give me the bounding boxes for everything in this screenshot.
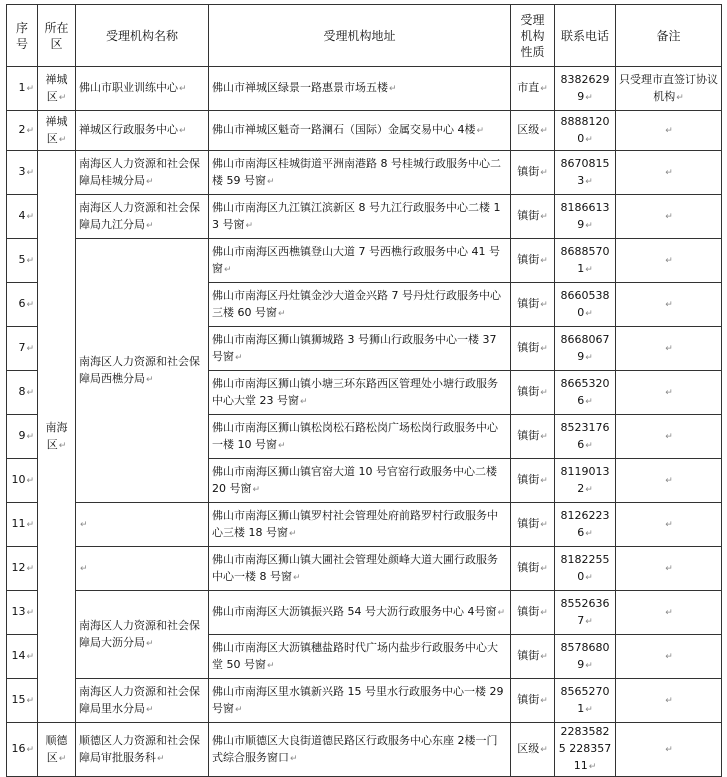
paragraph-mark: ↵: [665, 212, 673, 222]
paragraph-mark: ↵: [245, 220, 254, 231]
cell-district: [38, 67, 76, 111]
paragraph-mark: ↵: [540, 564, 548, 574]
cell-nature-text: 镇街: [517, 605, 540, 618]
paragraph-mark: ↵: [26, 300, 34, 310]
cell-nature-text: 镇街: [517, 649, 540, 662]
table-row: [7, 151, 722, 195]
paragraph-mark: ↵: [267, 660, 275, 671]
table-row: [7, 111, 722, 151]
cell-note: [616, 679, 722, 723]
paragraph-mark: ↵: [540, 520, 548, 530]
header-phone: 联系电话: [555, 5, 616, 67]
cell-note: [616, 67, 722, 111]
paragraph-mark: ↵: [665, 126, 673, 136]
cell-address-text: 佛山市南海区狮山镇小塘三环东路西区管理处小塘行政服务中心大堂 23 号窗: [212, 376, 498, 407]
table-row: [7, 591, 722, 635]
cell-address-text: 佛山市南海区大沥镇振兴路 54 号大沥行政服务中心 4号窗: [212, 605, 497, 618]
header-nature: 受理机构性质: [511, 5, 555, 67]
header-district: 所在区: [38, 5, 76, 67]
paragraph-mark: ↵: [497, 608, 506, 618]
paragraph-mark: ↵: [476, 126, 485, 136]
cell-note: [616, 239, 722, 283]
cell-seq: [7, 635, 38, 679]
cell-nature: [511, 283, 555, 327]
cell-phone-text: 83826299: [560, 72, 610, 103]
cell-phone-text: 81262236: [560, 508, 610, 539]
paragraph-mark: ↵: [26, 652, 34, 662]
cell-phone-text: 88881200: [560, 114, 610, 145]
cell-address: [209, 591, 511, 635]
paragraph-mark: ↵: [293, 572, 301, 583]
cell-name: [76, 679, 209, 723]
paragraph-mark: ↵: [585, 92, 593, 103]
paragraph-mark: ↵: [26, 520, 34, 530]
cell-seq: [7, 111, 38, 151]
cell-address: [209, 679, 511, 723]
cell-nature-text: 镇街: [517, 385, 540, 398]
cell-note: [616, 371, 722, 415]
cell-name: [76, 591, 209, 679]
cell-district: [38, 723, 76, 777]
paragraph-mark: ↵: [26, 344, 34, 354]
paragraph-mark: ↵: [540, 300, 548, 310]
cell-phone: [555, 459, 616, 503]
cell-seq: [7, 371, 38, 415]
table-row: [7, 195, 722, 239]
paragraph-mark: ↵: [665, 652, 673, 662]
paragraph-mark: ↵: [26, 388, 34, 398]
paragraph-mark: ↵: [585, 440, 593, 451]
cell-seq: [7, 679, 38, 723]
cell-phone-text: 86680679: [560, 332, 610, 363]
paragraph-mark: ↵: [585, 572, 593, 583]
cell-name-text: 南海区人力资源和社会保障局桂城分局: [79, 156, 200, 187]
paragraph-mark: ↵: [235, 704, 243, 715]
cell-phone: [555, 327, 616, 371]
cell-note: [616, 151, 722, 195]
table-row: [7, 239, 722, 283]
paragraph-mark: ↵: [58, 753, 67, 764]
paragraph-mark: ↵: [665, 564, 673, 574]
paragraph-mark: ↵: [665, 300, 673, 310]
paragraph-mark: ↵: [146, 704, 154, 715]
cell-address-text: 佛山市南海区大沥镇穗盐路时代广场内盐步行政服务中心大堂 50 号窗: [212, 640, 498, 671]
cell-note: [616, 591, 722, 635]
cell-note: [616, 459, 722, 503]
paragraph-mark: ↵: [585, 396, 593, 407]
cell-phone-text: 86708153: [560, 156, 610, 187]
cell-note: [616, 723, 722, 777]
cell-nature: [511, 327, 555, 371]
cell-seq: [7, 67, 38, 111]
paragraph-mark: ↵: [585, 220, 593, 231]
cell-district: [38, 151, 76, 723]
paragraph-mark: ↵: [540, 432, 548, 442]
paragraph-mark: ↵: [665, 520, 673, 530]
cell-address-text: 佛山市南海区狮山镇官窑大道 10 号官窑行政服务中心二楼 20 号窗: [212, 464, 497, 495]
paragraph-mark: ↵: [146, 374, 154, 385]
cell-seq-text: 13: [11, 605, 26, 618]
paragraph-mark: ↵: [26, 696, 34, 706]
paragraph-mark: ↵: [540, 696, 548, 706]
cell-seq-text: 12: [11, 561, 26, 574]
cell-phone: [555, 67, 616, 111]
cell-seq-text: 11: [11, 517, 26, 530]
cell-address-text: 佛山市南海区九江镇江滨新区 8 号九江行政服务中心二楼 13 号窗: [212, 200, 501, 231]
paragraph-mark: ↵: [540, 388, 548, 398]
header-address: 受理机构地址: [209, 5, 511, 67]
cell-address-text: 佛山市南海区丹灶镇金沙大道金兴路 7 号丹灶行政服务中心三楼 60 号窗: [212, 288, 501, 319]
cell-phone-text: 86885701: [560, 244, 610, 275]
cell-phone-text: 81190132: [560, 464, 610, 495]
cell-address: [209, 195, 511, 239]
cell-nature-text: 镇街: [517, 165, 540, 178]
table-row: [7, 547, 722, 591]
cell-phone-text: 85526367: [560, 596, 610, 627]
paragraph-mark: ↵: [585, 704, 593, 715]
cell-address: [209, 67, 511, 111]
cell-nature: [511, 591, 555, 635]
cell-nature: [511, 723, 555, 777]
paragraph-mark: ↵: [26, 84, 34, 94]
cell-address-text: 佛山市南海区狮山镇松岗松石路松岗广场松岗行政服务中心一楼 10 号窗: [212, 420, 498, 451]
cell-nature: [511, 503, 555, 547]
paragraph-mark: ↵: [58, 92, 67, 103]
paragraph-mark: ↵: [665, 388, 673, 398]
paragraph-mark: ↵: [26, 476, 34, 486]
header-seq: 序号: [7, 5, 38, 67]
cell-seq-text: 16: [11, 742, 26, 755]
header-row: [7, 5, 722, 67]
cell-note: [616, 547, 722, 591]
header-note: 备注: [616, 5, 722, 67]
cell-nature: [511, 415, 555, 459]
paragraph-mark: ↵: [289, 528, 297, 539]
cell-address-text: 佛山市南海区狮山镇罗村社会管理处府前路罗村行政服务中心三楼 18 号窗: [212, 508, 498, 539]
cell-nature-text: 市直: [517, 81, 540, 94]
paragraph-mark: ↵: [585, 134, 593, 145]
paragraph-mark: ↵: [585, 176, 593, 187]
cell-name-text: 顺德区人力资源和社会保障局审批服务科: [79, 733, 200, 764]
cell-address-text: 佛山市南海区桂城街道平洲南港路 8 号桂城行政服务中心二楼 59 号窗: [212, 156, 501, 187]
paragraph-mark: ↵: [26, 745, 34, 755]
paragraph-mark: ↵: [665, 476, 673, 486]
cell-address: [209, 723, 511, 777]
cell-name: [76, 67, 209, 111]
cell-phone: [555, 635, 616, 679]
paragraph-mark: ↵: [26, 432, 34, 442]
cell-phone-text: 86605380: [560, 288, 610, 319]
paragraph-mark: ↵: [540, 212, 548, 222]
cell-seq: [7, 459, 38, 503]
cell-note: [616, 283, 722, 327]
cell-district-text: 禅城区: [45, 114, 68, 145]
paragraph-mark: ↵: [26, 256, 34, 266]
cell-district-text: 南海区: [45, 420, 68, 451]
cell-seq: [7, 415, 38, 459]
paragraph-mark: ↵: [58, 134, 67, 145]
cell-nature: [511, 67, 555, 111]
cell-seq: [7, 723, 38, 777]
cell-nature: [511, 195, 555, 239]
paragraph-mark: ↵: [224, 264, 232, 275]
cell-name: [76, 195, 209, 239]
paragraph-mark: ↵: [540, 84, 548, 94]
cell-address: [209, 503, 511, 547]
cell-seq: [7, 591, 38, 635]
cell-address: [209, 547, 511, 591]
cell-phone: [555, 547, 616, 591]
cell-note: [616, 327, 722, 371]
table-row: [7, 67, 722, 111]
cell-phone-text: 85231766: [560, 420, 610, 451]
cell-phone-text: 85652701: [560, 684, 610, 715]
paragraph-mark: ↵: [179, 126, 187, 136]
cell-seq-text: 4: [18, 209, 26, 222]
cell-nature: [511, 679, 555, 723]
paragraph-mark: ↵: [278, 440, 286, 451]
cell-name: [76, 503, 209, 547]
paragraph-mark: ↵: [58, 440, 67, 451]
cell-seq-text: 8: [18, 385, 26, 398]
cell-name: [76, 151, 209, 195]
paragraph-mark: ↵: [540, 256, 548, 266]
cell-name-text: 禅城区行政服务中心: [79, 123, 178, 136]
paragraph-mark: ↵: [278, 308, 286, 319]
cell-seq-text: 14: [11, 649, 26, 662]
paragraph-mark: ↵: [235, 352, 243, 363]
paragraph-mark: ↵: [665, 696, 673, 706]
cell-address: [209, 327, 511, 371]
paragraph-mark: ↵: [146, 638, 154, 649]
cell-phone-text: 86653206: [560, 376, 610, 407]
cell-name-text: 南海区人力资源和社会保障局西樵分局: [79, 354, 200, 385]
cell-district-text: 禅城区: [45, 72, 68, 103]
paragraph-mark: ↵: [26, 168, 34, 178]
cell-name-text: 南海区人力资源和社会保障局九江分局: [79, 200, 200, 231]
cell-seq: [7, 151, 38, 195]
cell-address-text: 佛山市南海区狮山镇大圃社会管理处颜峰大道大圃行政服务中心一楼 8 号窗: [212, 552, 498, 583]
paragraph-mark: ↵: [585, 484, 593, 495]
paragraph-mark: ↵: [290, 753, 298, 764]
cell-seq: [7, 195, 38, 239]
paragraph-mark: ↵: [585, 352, 593, 363]
header-name: 受理机构名称: [76, 5, 209, 67]
cell-phone: [555, 195, 616, 239]
paragraph-mark: ↵: [665, 256, 673, 266]
paragraph-mark: ↵: [26, 608, 34, 618]
cell-seq: [7, 327, 38, 371]
paragraph-mark: ↵: [179, 84, 187, 94]
cell-name-text: 佛山市职业训练中心: [79, 81, 178, 94]
paragraph-mark: ↵: [80, 520, 88, 530]
paragraph-mark: ↵: [26, 212, 34, 222]
paragraph-mark: ↵: [146, 220, 154, 231]
paragraph-mark: ↵: [540, 745, 548, 755]
paragraph-mark: ↵: [252, 484, 261, 495]
paragraph-mark: ↵: [665, 432, 673, 442]
cell-district-text: 顺德区: [45, 733, 68, 764]
cell-nature: [511, 111, 555, 151]
cell-note: [616, 195, 722, 239]
cell-address-text: 佛山市南海区狮山镇狮城路 3 号狮山行政服务中心一楼 37 号窗: [212, 332, 497, 363]
cell-district: [38, 111, 76, 151]
cell-phone: [555, 679, 616, 723]
paragraph-mark: ↵: [676, 92, 684, 103]
cell-seq: [7, 503, 38, 547]
cell-note-text: 只受理市直签订协议机构: [619, 72, 718, 103]
paragraph-mark: ↵: [540, 652, 548, 662]
cell-phone-text: 81866139: [560, 200, 610, 231]
paragraph-mark: ↵: [26, 564, 34, 574]
cell-address-text: 佛山市禅城区绿景一路惠景市场五楼: [212, 81, 388, 94]
cell-nature: [511, 371, 555, 415]
cell-name-text: 南海区人力资源和社会保障局大沥分局: [79, 618, 200, 649]
table-row: [7, 723, 722, 777]
cell-seq-text: 10: [11, 473, 26, 486]
cell-nature: [511, 635, 555, 679]
paragraph-mark: ↵: [146, 176, 154, 187]
cell-nature-text: 镇街: [517, 209, 540, 222]
cell-name: [76, 239, 209, 503]
cell-address: [209, 459, 511, 503]
table-row: [7, 679, 722, 723]
cell-address-text: 佛山市南海区里水镇新兴路 15 号里水行政服务中心一楼 29 号窗: [212, 684, 504, 715]
cell-phone-text: 81822550: [560, 552, 610, 583]
cell-nature: [511, 151, 555, 195]
cell-seq: [7, 283, 38, 327]
paragraph-mark: ↵: [585, 660, 593, 671]
paragraph-mark: ↵: [540, 126, 548, 136]
paragraph-mark: ↵: [665, 608, 673, 618]
cell-nature-text: 镇街: [517, 253, 540, 266]
cell-address: [209, 371, 511, 415]
cell-seq-text: 5: [18, 253, 26, 266]
cell-nature-text: 区级: [517, 742, 540, 755]
cell-nature-text: 镇街: [517, 341, 540, 354]
paragraph-mark: ↵: [585, 528, 593, 539]
cell-nature-text: 区级: [517, 123, 540, 136]
cell-phone: [555, 415, 616, 459]
paragraph-mark: ↵: [665, 344, 673, 354]
cell-seq-text: 9: [18, 429, 26, 442]
table-row: [7, 503, 722, 547]
paragraph-mark: ↵: [157, 753, 165, 764]
cell-address: [209, 111, 511, 151]
cell-nature: [511, 239, 555, 283]
paragraph-mark: ↵: [26, 126, 34, 136]
institution-table: [6, 4, 722, 777]
cell-seq: [7, 547, 38, 591]
cell-address-text: 佛山市南海区西樵镇登山大道 7 号西樵行政服务中心 41 号窗: [212, 244, 500, 275]
cell-phone: [555, 151, 616, 195]
cell-phone-text: 85786809: [560, 640, 610, 671]
cell-name: [76, 547, 209, 591]
cell-name-text: 南海区人力资源和社会保障局里水分局: [79, 684, 200, 715]
cell-address: [209, 415, 511, 459]
cell-phone: [555, 111, 616, 151]
cell-seq-text: 6: [18, 297, 26, 310]
cell-seq-text: 2: [18, 123, 26, 136]
paragraph-mark: ↵: [389, 84, 397, 94]
cell-nature-text: 镇街: [517, 561, 540, 574]
cell-note: [616, 503, 722, 547]
cell-address: [209, 151, 511, 195]
cell-nature-text: 镇街: [517, 517, 540, 530]
paragraph-mark: ↵: [540, 476, 548, 486]
cell-nature: [511, 547, 555, 591]
cell-phone: [555, 591, 616, 635]
cell-phone: [555, 239, 616, 283]
paragraph-mark: ↵: [540, 168, 548, 178]
paragraph-mark: ↵: [665, 745, 673, 755]
paragraph-mark: ↵: [300, 396, 308, 407]
paragraph-mark: ↵: [665, 168, 673, 178]
cell-address-text: 佛山市顺德区大良街道德民路区行政服务中心东座 2楼一门式综合服务窗口: [212, 733, 498, 764]
cell-phone: [555, 723, 616, 777]
paragraph-mark: ↵: [540, 608, 548, 618]
cell-nature-text: 镇街: [517, 693, 540, 706]
cell-note: [616, 635, 722, 679]
cell-nature-text: 镇街: [517, 473, 540, 486]
cell-nature-text: 镇街: [517, 429, 540, 442]
cell-address: [209, 635, 511, 679]
cell-name: [76, 111, 209, 151]
paragraph-mark: ↵: [267, 176, 275, 187]
cell-seq: [7, 239, 38, 283]
cell-seq-text: 15: [11, 693, 26, 706]
cell-seq-text: 3: [18, 165, 26, 178]
paragraph-mark: ↵: [540, 344, 548, 354]
cell-address-text: 佛山市禅城区魁奇一路澜石（国际）金属交易中心 4楼: [212, 123, 476, 136]
cell-address: [209, 239, 511, 283]
cell-nature: [511, 459, 555, 503]
cell-phone: [555, 283, 616, 327]
cell-phone-text: 22835825 22835711: [558, 725, 612, 772]
paragraph-mark: ↵: [585, 308, 593, 319]
cell-seq-text: 1: [18, 81, 26, 94]
cell-nature-text: 镇街: [517, 297, 540, 310]
cell-phone: [555, 371, 616, 415]
paragraph-mark: ↵: [585, 264, 593, 275]
paragraph-mark: ↵: [585, 616, 593, 627]
cell-name: [76, 723, 209, 777]
paragraph-mark: ↵: [80, 564, 88, 574]
paragraph-mark: ↵: [588, 762, 597, 772]
cell-note: [616, 415, 722, 459]
cell-note: [616, 111, 722, 151]
cell-seq-text: 7: [18, 341, 26, 354]
cell-address: [209, 283, 511, 327]
cell-phone: [555, 503, 616, 547]
